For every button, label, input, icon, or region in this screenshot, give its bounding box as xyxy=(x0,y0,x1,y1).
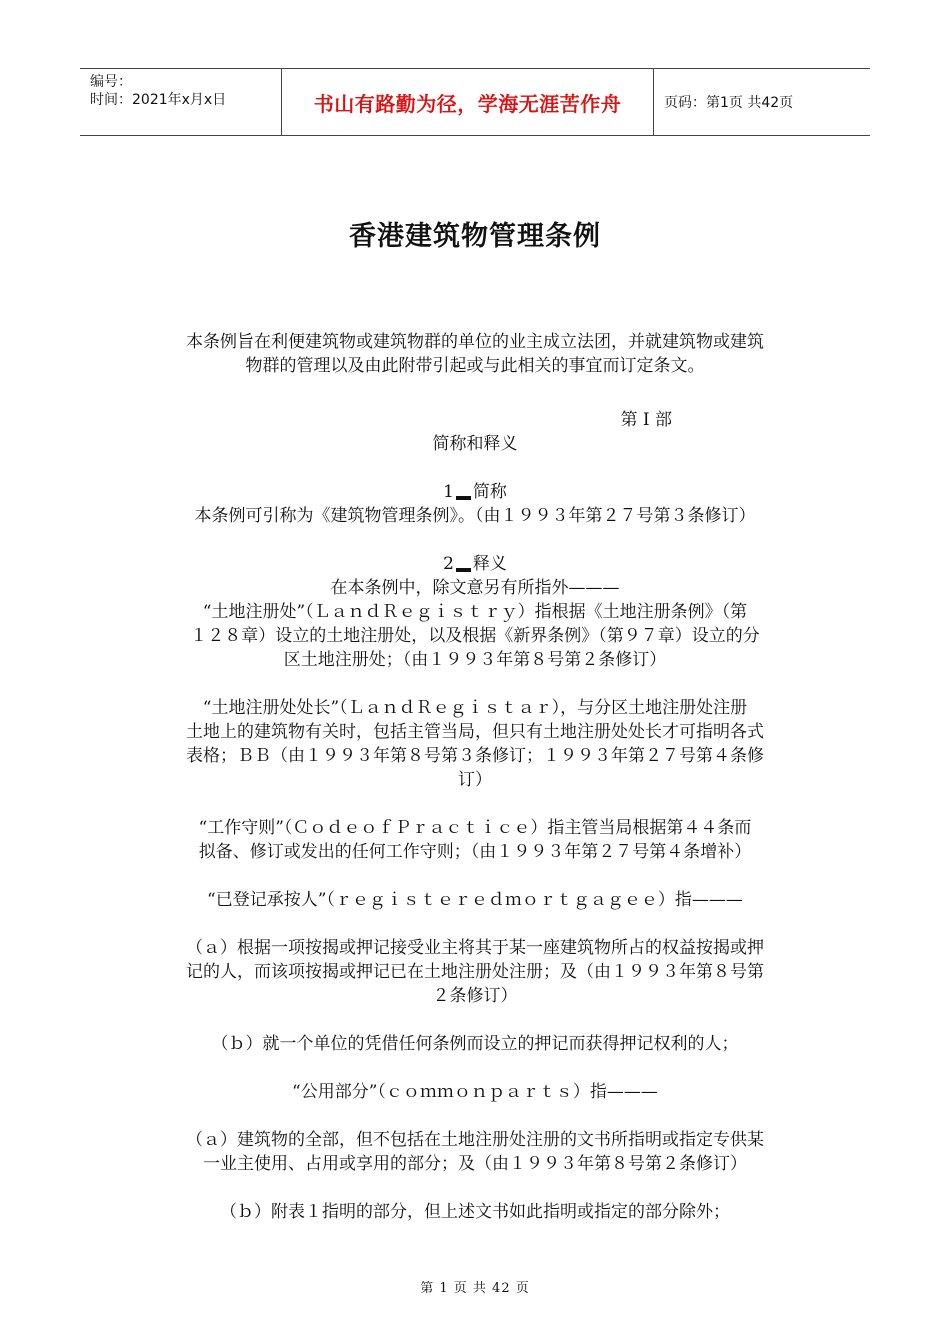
section-title: 简称 xyxy=(472,482,507,502)
definition-line: 区土地注册处；（由１９９３年第８号第２条修订） xyxy=(283,650,667,670)
definition-line: “土地注册处处长”（ＬａｎｄＲｅｇｉｓｔａｒ），与分区土地注册处注册 xyxy=(202,698,748,718)
definition-line: “工作守则”（ＣｏｄｅｏｆＰｒａｃｔｉｃｅ）指主管当局根据第４４条而 xyxy=(198,818,752,838)
definition-line: （ａ）根据一项按揭或押记接受业主将其于某一座建筑物所占的权益按揭或押 xyxy=(186,938,764,958)
page-footer: 第 1 页 共 42 页 xyxy=(420,1281,530,1296)
dash-marker-icon xyxy=(456,496,471,500)
definition-line: ２条修订） xyxy=(432,986,518,1006)
date-label: 时间：2021年x月x日 xyxy=(90,92,227,108)
header-motto xyxy=(282,69,654,135)
definition-line: １２８章）设立的土地注册处，以及根据《新界条例》（第９７章）设立的分 xyxy=(190,626,760,646)
section-heading xyxy=(145,480,805,504)
definition-line: “已登记承按人”（ｒｅｇｉｓｔｅｒｅｄｍｏｒｔｇａｇｅｅ）指——— xyxy=(207,890,743,910)
definition-line: “公用部分”（ｃｏｍｍｏｎｐａｒｔｓ）指——— xyxy=(292,1082,658,1102)
dash-marker-icon xyxy=(456,568,471,572)
definition-line: 土地上的建筑物有关时，包括主管当局，但只有土地注册处处长才可指明各式 xyxy=(186,722,764,742)
part-label: 第 I 部 xyxy=(620,410,672,430)
definition-line: 表格；ＢＢ（由１９９３年第８号第３条修订；１９９３年第２７号第４条修 xyxy=(186,746,764,766)
definition-line: 订） xyxy=(458,770,492,790)
motto-text: 书山有路勤为径，学海无涯苦作舟 xyxy=(313,91,622,116)
definition-line: 一业主使用、占用或享用的部分；及（由１９９３年第８号第２条修订） xyxy=(203,1154,747,1174)
definition-line: 记的人，而该项按揭或押记已在土地注册处注册；及（由１９９３年第８号第 xyxy=(186,962,764,982)
section-intro: 在本条例中，除文意另有所指外——— xyxy=(330,578,620,598)
definition-line: （ｂ）附表１指明的部分，但上述文书如此指明或指定的部分除外； xyxy=(220,1202,730,1222)
section-heading xyxy=(145,552,805,576)
document-title: 香港建筑物管理条例 xyxy=(349,221,601,252)
preamble-line: 本条例旨在利便建筑物或建筑物群的单位的业主成立法团，并就建筑物或建筑 xyxy=(186,332,764,352)
definition-line: 拟备、修订或发出的任何工作守则；（由１９９３年第２７号第４条增补） xyxy=(198,842,752,862)
part-heading: 简称和释义 xyxy=(432,434,518,454)
header-page-info: 页码：第1页 共42页 xyxy=(664,95,794,111)
section-text: 本条例可引称为《建筑物管理条例》。（由１９９３年第２７号第３条修订） xyxy=(194,506,756,526)
definition-line: （ａ）建筑物的全部，但不包括在土地注册处注册的文书所指明或指定专供某 xyxy=(186,1130,764,1150)
number-label: 编号： xyxy=(90,74,132,90)
preamble-line: 物群的管理以及由此附带引起或与此相关的事宜而订定条文。 xyxy=(245,356,705,376)
section-title: 释义 xyxy=(472,554,507,574)
header-meta xyxy=(80,69,282,135)
page-header xyxy=(80,68,870,136)
section-number: 1 xyxy=(443,482,454,502)
definition-line: （ｂ）就一个单位的凭借任何条例而设立的押记而获得押记权利的人； xyxy=(211,1034,739,1054)
document-body xyxy=(145,330,805,1224)
definition-line: “土地注册处”（ＬａｎｄＲｅｇｉｓｔｒｙ）指根据《土地注册条例》（第 xyxy=(202,602,748,622)
section-number: 2 xyxy=(443,554,454,574)
